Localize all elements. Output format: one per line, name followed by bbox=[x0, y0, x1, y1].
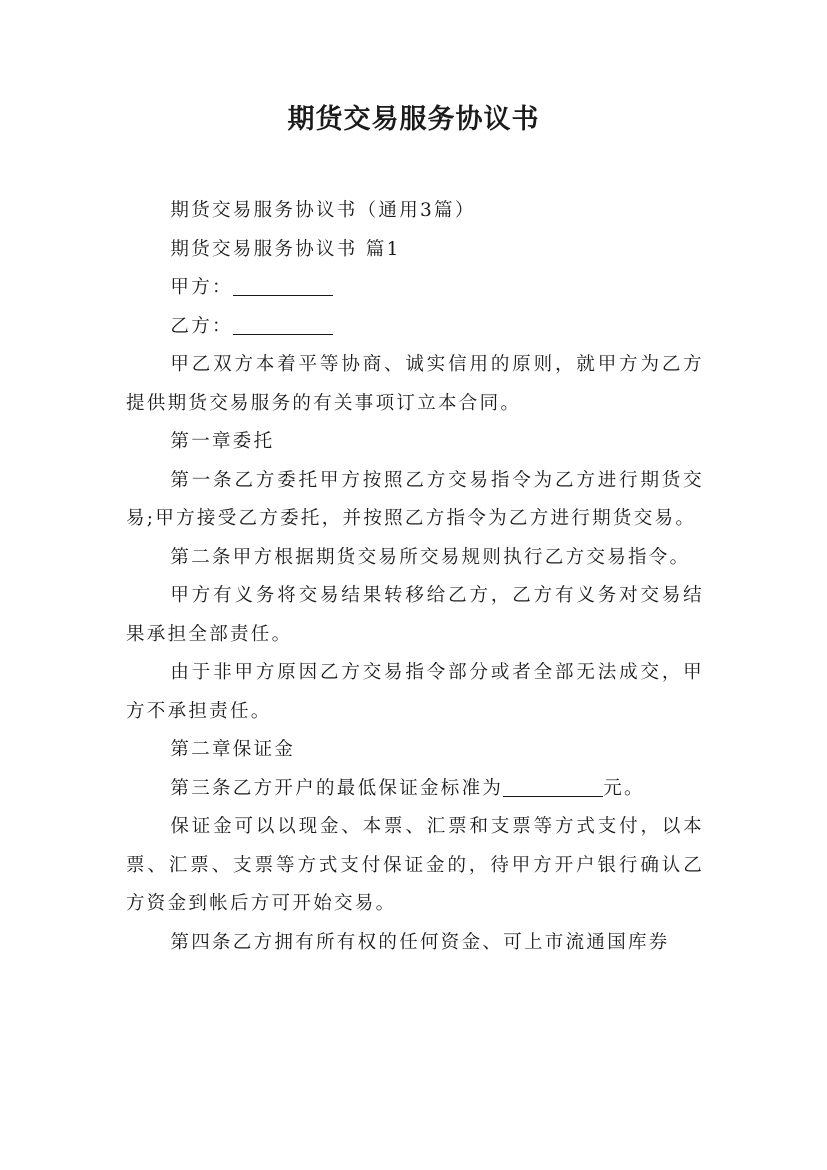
party-b-label: 乙方： bbox=[170, 315, 233, 337]
paragraph-deposit-payment: 保证金可以以现金、本票、汇票和支票等方式支付，以本票、汇票、支票等方式支付保证金的，待甲方开户银行确认乙方资金到帐后方可开始交易。 bbox=[126, 816, 704, 914]
article-4: 第四条乙方拥有所有权的任何资金、可上市流通国库券 bbox=[170, 931, 670, 953]
paragraph-party-b bbox=[126, 308, 704, 347]
article-3-before: 第三条乙方开户的最低保证金标准为 bbox=[170, 777, 504, 799]
paragraph-preamble: 甲乙双方本着平等协商、诚实信用的原则，就甲方为乙方提供期货交易服务的有关事项订立本合同。 bbox=[126, 354, 704, 414]
paragraph-section-heading: 期货交易服务协议书 篇1 bbox=[170, 238, 401, 260]
article-3-after: 元。 bbox=[603, 777, 645, 799]
document-title: 期货交易服务协议书 bbox=[287, 104, 540, 135]
article-3 bbox=[126, 770, 704, 809]
party-a-blank bbox=[233, 273, 333, 296]
party-a-label: 甲方： bbox=[170, 277, 233, 298]
article-2: 第二条甲方根据期货交易所交易规则执行乙方交易指令。 bbox=[170, 546, 691, 568]
paragraph-obligation: 甲方有义务将交易结果转移给乙方，乙方有义务对交易结果承担全部责任。 bbox=[126, 585, 704, 645]
paragraph-subtitle: 期货交易服务协议书（通用3篇） bbox=[170, 200, 476, 221]
document-body bbox=[126, 192, 704, 962]
chapter-heading-1: 第一章委托 bbox=[170, 431, 275, 452]
party-b-blank bbox=[233, 312, 333, 335]
deposit-amount-blank bbox=[503, 774, 603, 797]
chapter-heading-2: 第二章保证金 bbox=[170, 739, 296, 760]
article-1: 第一条乙方委托甲方按照乙方交易指令为乙方进行期货交易;甲方接受乙方委托，并按照乙方指令为乙方进行期货交易。 bbox=[126, 469, 704, 529]
paragraph-liability: 由于非甲方原因乙方交易指令部分或者全部无法成交，甲方不承担责任。 bbox=[126, 662, 704, 722]
paragraph-party-a bbox=[126, 269, 704, 308]
